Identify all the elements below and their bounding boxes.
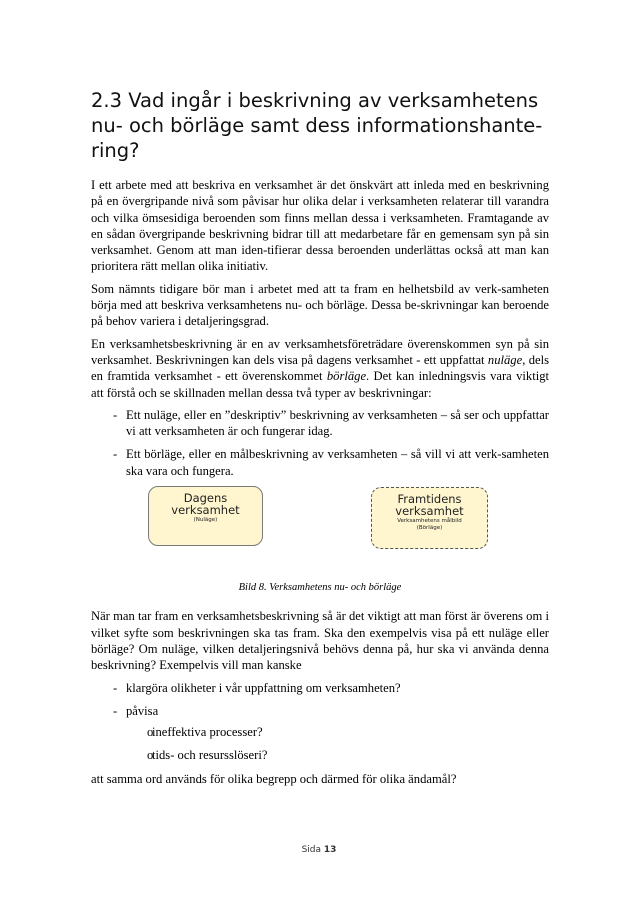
sublist [126, 724, 549, 764]
page-number: 13 [323, 845, 337, 855]
term-nulage: nuläge [487, 352, 523, 367]
dash-bullet: - [113, 703, 118, 718]
dash-bullet: - [113, 680, 118, 695]
box-dagens-verksamhet: Dagens verksamhet (Nuläge) [148, 486, 263, 546]
paragraph-2: Som nämnts tidigare bör man i arbetet med att ta fram en helhetsbild av verk-samheten börja med att beskriva verksamhetens nu- och börläge. Dessa be-skrivningar kan beroende på behov variera i detaljeringsgrad. [91, 281, 549, 329]
figure-caption: Bild 8. Verksamhetens nu- och börläge [238, 582, 402, 594]
list-item: - klargöra olikheter i vår uppfattning om verksamheten? [113, 680, 401, 695]
purpose-list [91, 680, 549, 764]
page-footer [0, 845, 638, 855]
paragraph-1: I ett arbete med att beskriva en verksamhet är det önskvärt att inleda med en beskrivning på en övergripande nivå som påvisar hur olika delar i verksamheten relaterar till varandra och vilka ömsesidiga beroenden som finns mellan dessa i verksamheten. Framtagande av en sådan övergripande beskrivning bidrar till att medarbetare får en gemensam syn på sin verksamhet. Genom att man iden-tifierar dessa beroenden underlättas också att man kan prioritera rätt mellan olika initiativ. [91, 178, 549, 274]
closing-line: att samma ord används för olika begrepp och därmed för olika ändamål? [91, 771, 457, 786]
sublist-item: o ineffektiva processer? [147, 725, 263, 740]
list-item: - påvisa o ineffektiva processer? o tids- och resursslöseri? [91, 703, 549, 764]
description-types-list [91, 407, 549, 479]
paragraph-3: En verksamhetsbeskrivning är en av verksamhetsföreträdare överenskommen syn på sin verksamhet. Beskrivningen kan dels visa på dagens verksamhet - ett uppfattat nuläge, dels en framtida verksamhet - ett överenskommet börläge. Det kan inledningsvis vara viktigt att förstå och se skillnaden mellan dessa två typer av beskrivningar: [91, 336, 549, 400]
section-heading: 2.3 Vad ingår i beskrivning av verksamhetens nu- och börläge samt dess informationshante-ring? [91, 89, 543, 162]
page-label: Sida [301, 845, 322, 855]
dash-bullet: - [113, 447, 118, 462]
paragraph-4: När man tar fram en verksamhetsbeskrivning så är det viktigt att man först är överens om i vilket syfte som beskrivningen ska tas fram. Ska den exempelvis visa på ett nuläge eller börläge? Om nuläge, vilken detaljeringsnivå behövs denna på, hur ska vi använda denna beskrivning? Exempelvis vill man kanske [91, 609, 549, 673]
list-item: - Ett börläge, eller en målbeskrivning av verksamheten – så vill vi att verk-samheten ska vara och fungera. [113, 447, 549, 478]
body-text [91, 177, 549, 793]
sublist-item: o tids- och resursslöseri? [147, 748, 268, 763]
list-item: - Ett nuläge, eller en ”deskriptiv” beskrivning av verksamheten – så ser och uppfattar vi att verksamheten är och fungerar idag. [113, 407, 549, 439]
term-borlage: börläge [326, 369, 367, 384]
dash-bullet: - [113, 407, 118, 422]
circle-bullet: o [147, 725, 154, 740]
figure-nu-borlage [91, 486, 549, 572]
circle-bullet: o [147, 748, 154, 763]
box-framtidens-verksamhet: Framtidens verksamhet Verksamhetens målbild (Börläge) [371, 487, 488, 549]
